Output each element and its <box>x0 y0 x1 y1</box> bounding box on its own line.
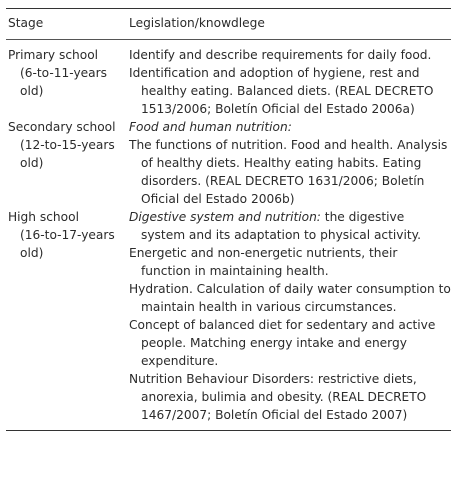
item-heading: Food and human nutrition: <box>129 120 292 134</box>
table-row <box>6 118 451 208</box>
legislation-cell <box>127 208 451 431</box>
content-item <box>129 280 451 316</box>
item-text: Hydration. Calculation of daily water consumption to maintain health in various circumstances. <box>129 282 451 314</box>
content-item <box>129 118 451 136</box>
content-item <box>129 316 451 370</box>
header-legislation: Legislation/knowdlege <box>129 16 265 30</box>
content-item <box>129 64 451 118</box>
item-text: The functions of nutrition. Food and health. Analysis of healthy diets. Healthy eating habits. Eating disorders. (REAL DECRETO 1631/2006; Boletín Oficial del Estado 2006b) <box>129 138 448 206</box>
content-item <box>129 136 451 208</box>
stage-cell <box>6 118 127 208</box>
header-stage: Stage <box>8 16 44 30</box>
table-row <box>6 208 451 431</box>
item-text: Nutrition Behaviour Disorders: restrictive diets, anorexia, bulimia and obesity. (REAL DECRETO 1467/2007; Boletín Oficial del Estado 2007) <box>129 372 427 422</box>
content-item <box>129 46 451 64</box>
stage-age: (16-to-17-years old) <box>20 228 115 260</box>
legislation-cell <box>127 40 451 119</box>
curriculum-table <box>6 8 451 431</box>
item-heading: Digestive system and nutrition: <box>129 210 321 224</box>
stage-name: Secondary school <box>8 120 116 134</box>
header-row <box>6 9 451 40</box>
item-text: Concept of balanced diet for sedentary and active people. Matching energy intake and energy expenditure. <box>129 318 436 368</box>
table-header <box>6 9 451 40</box>
stage-age: (6-to-11-years old) <box>20 66 107 98</box>
item-text: Energetic and non-energetic nutrients, their function in maintaining health. <box>129 246 398 278</box>
content-item <box>129 208 451 244</box>
table-row <box>6 40 451 119</box>
stage-cell <box>6 208 127 431</box>
item-text: the digestive system and its adaptation to physical activity. <box>141 210 422 242</box>
stage-name: High school <box>8 210 79 224</box>
item-text: Identify and describe requirements for daily food. <box>129 48 432 62</box>
stage-age: (12-to-15-years old) <box>20 138 115 170</box>
legislation-cell <box>127 118 451 208</box>
table-body <box>6 40 451 431</box>
stage-name: Primary school <box>8 48 99 62</box>
item-text: Identification and adoption of hygiene, rest and healthy eating. Balanced diets. (REAL DECRETO 1513/2006; Boletín Oficial del Estado 2006a) <box>129 66 434 116</box>
stage-cell <box>6 40 127 119</box>
content-item <box>129 244 451 280</box>
content-item <box>129 370 451 424</box>
